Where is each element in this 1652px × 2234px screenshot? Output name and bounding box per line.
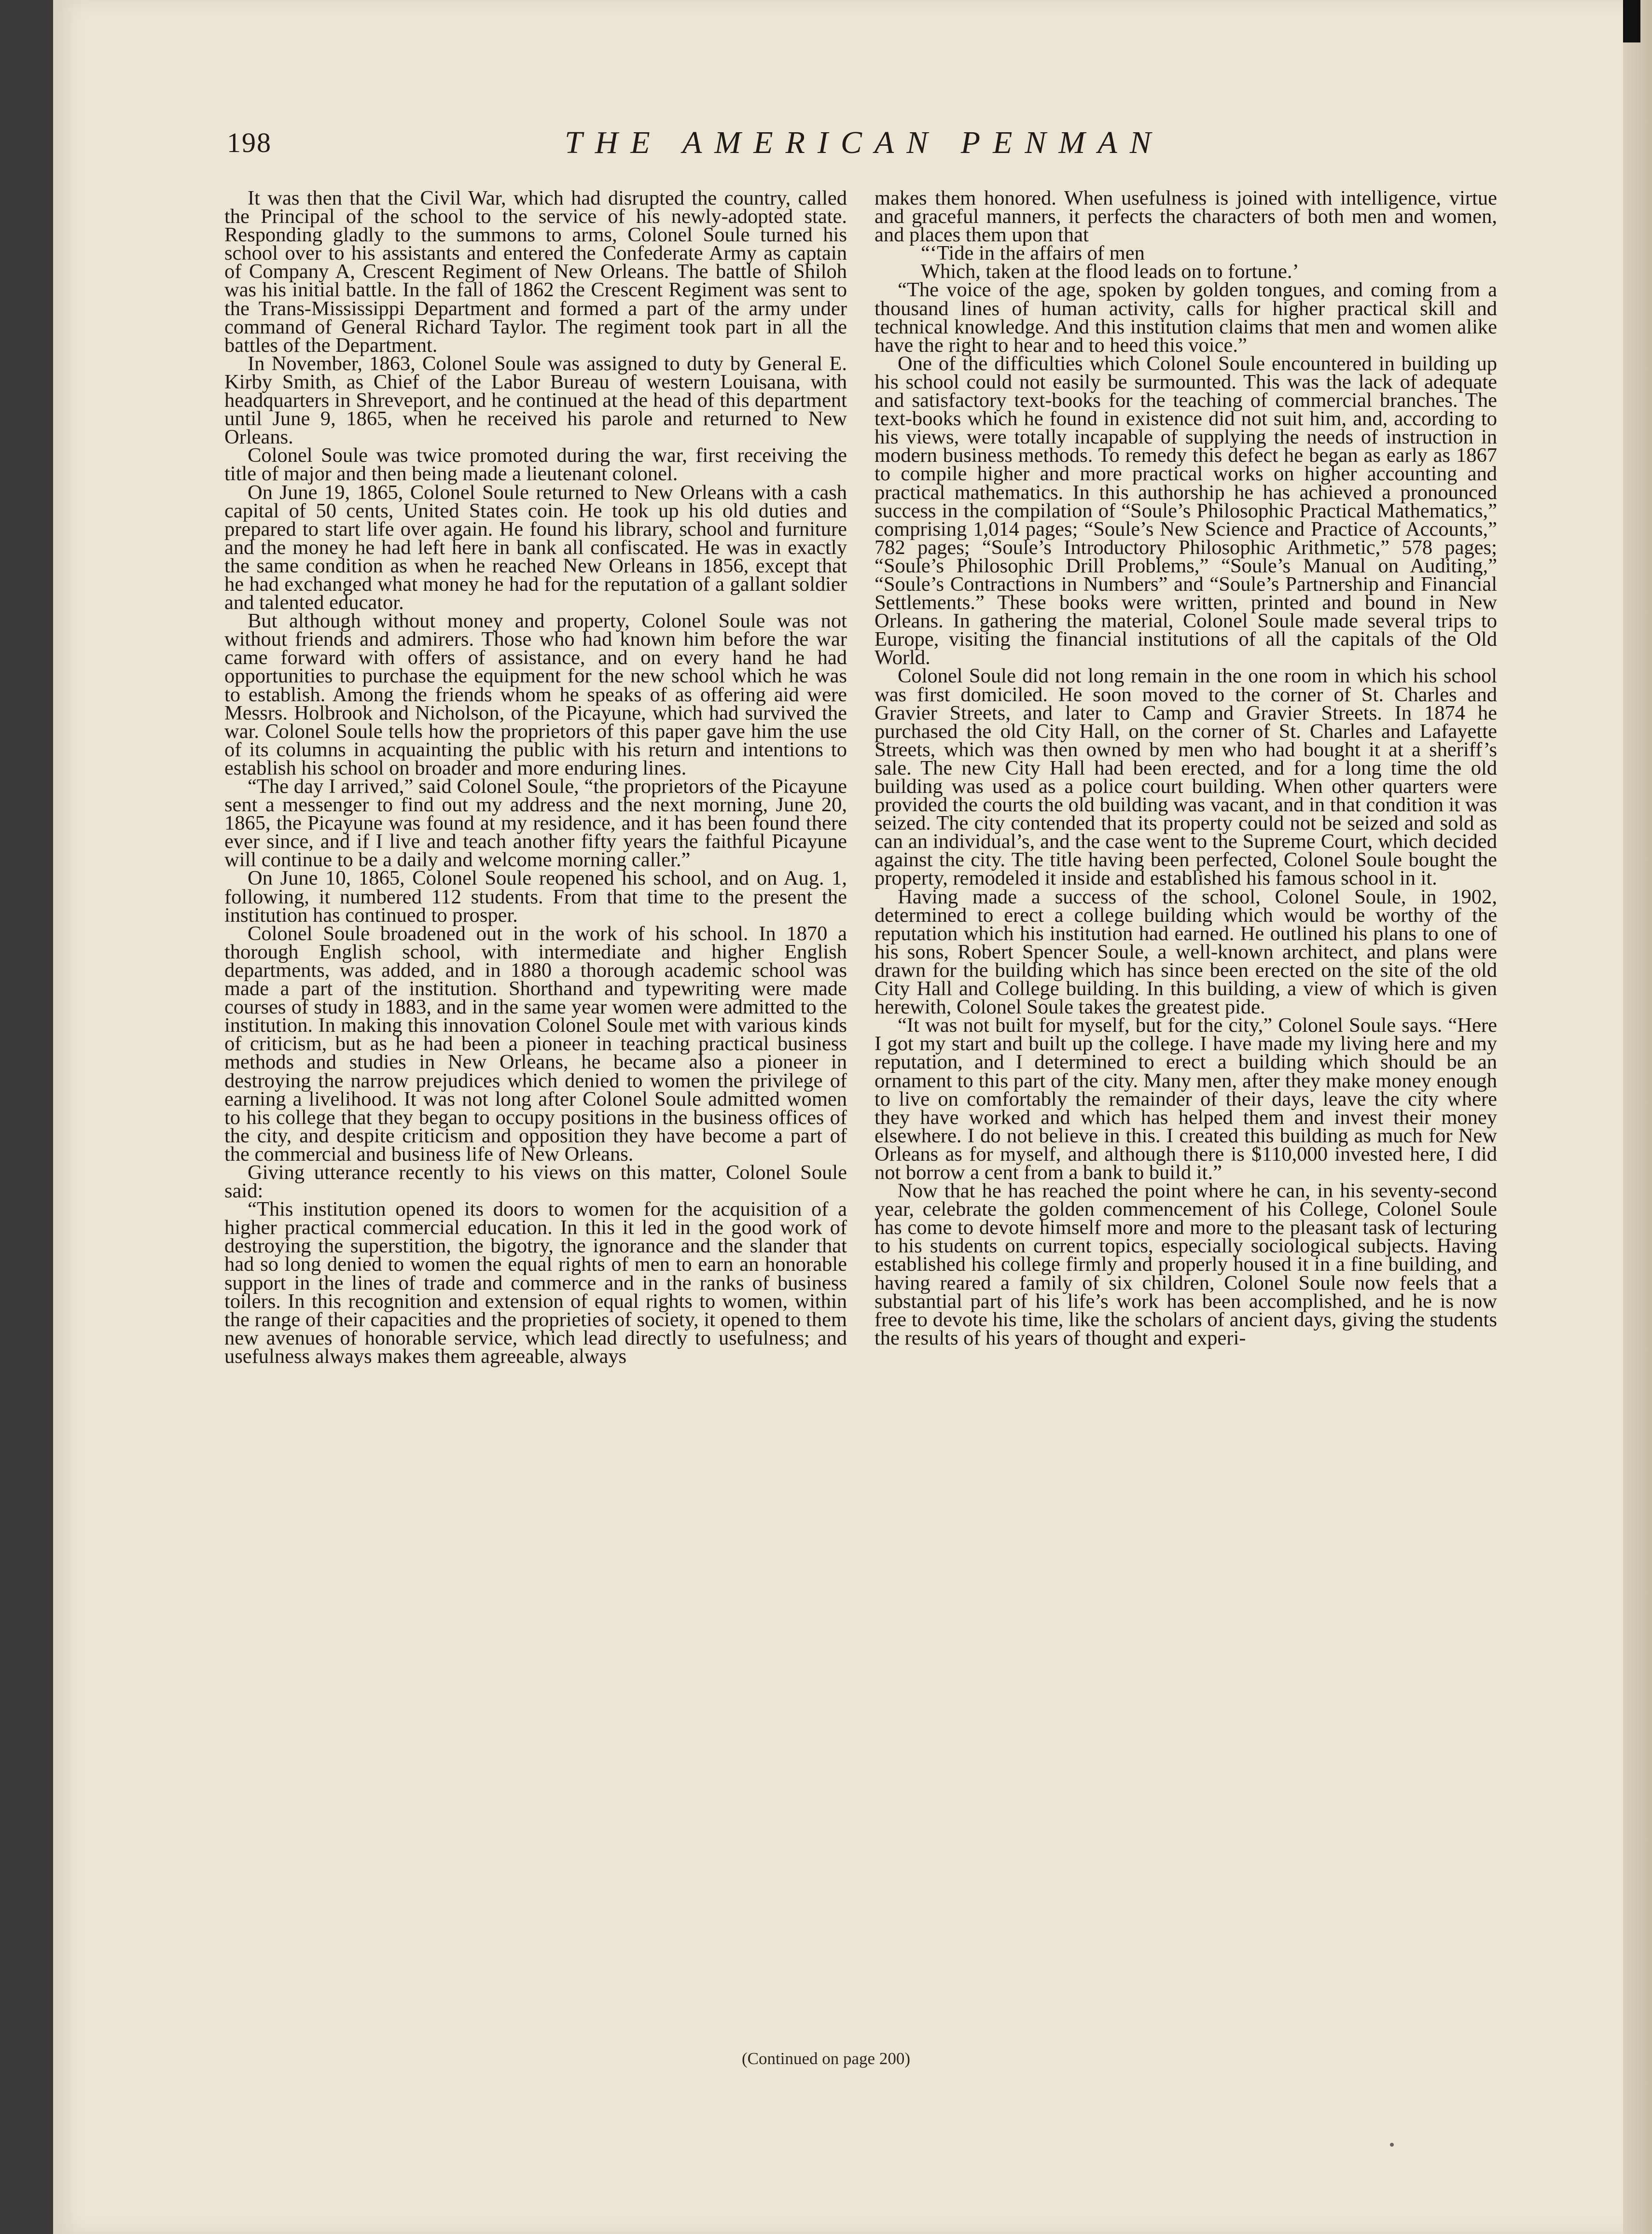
paragraph: “It was not built for myself, but for the city,” Colonel Soule says. “Here I got my start and built up the college. I have made my living here and my reputation, and I determined to erect a building which should be an ornament to this part of the city. Many men, after they make money enough to live on comfortably the remainder of their days, leave the city where they have worked and which has helped them and invest their money elsewhere. I do not believe in this. I created this building as much for New Orleans as for myself, and although there is $110,000 invested here, I did not borrow a cent from a bank to build it.”: [875, 1014, 1497, 1184]
verse-line: Which, taken at the flood leads on to fortune.’: [921, 260, 1299, 283]
paragraph: But although without money and property, Colonel Soule was not without friends and admirers. Those who had known him before the war came forward with offers of assistance, and on every hand he had opportunities to purchase the equipment for the new school which he was to establish. Among the friends whom he speaks of as offering aid were Messrs. Holbrook and Nicholson, of the Picayune, which had survived the war. Colonel Soule tells how the proprietors of this paper gave him the use of its columns in acquainting the public with his return and intentions to establish his school on broader and more enduring lines.: [224, 610, 847, 779]
paragraph: On June 10, 1865, Colonel Soule reopened his school, and on Aug. 1, following, it numbered 112 students. From that time to the present the institution has continued to prosper.: [224, 867, 847, 927]
paragraph: Colonel Soule did not long remain in the one room in which his school was first domiciled. He soon moved to the corner of St. Charles and Gravier Streets, and later to Camp and Gravier Streets. In 1874 he purchased the old City Hall, on the corner of St. Charles and Lafayette Streets, which was then owned by men who had bought it at a sheriff’s sale. The new City Hall had been erected, and for a long time the old building was used as a police court building. When other quarters were provided the courts the old building was vacant, and in that condition it was seized. The city contended that its property could not be seized and sold as can an individual’s, and the case went to the Supreme Court, which decided against the city. The title having been perfected, Colonel Soule bought the property, remodeled it inside and established his famous school in it.: [875, 665, 1497, 890]
paragraph: Colonel Soule was twice promoted during the war, first receiving the title of major and then being made a lieutenant colonel.: [224, 444, 847, 486]
paragraph: “The voice of the age, spoken by golden tongues, and coming from a thousand lines of human activity, calls for higher practical skill and technical knowledge. And this institution claims that men and women alike have the right to hear and to heed this voice.”: [875, 278, 1497, 357]
paragraph: Giving utterance recently to his views on this matter, Colonel Soule said:: [224, 1161, 847, 1203]
paragraph: “The day I arrived,” said Colonel Soule, “the proprietors of the Picayune sent a messenger to find out my address and the next morning, June 20, 1865, the Picayune was found at my residence, and it has been found there ever since, and if I live and teach another fifty years the faithful Picayune will continue to be a daily and welcome morning caller.”: [224, 775, 847, 872]
left-column: [224, 189, 847, 2047]
page-number: 198: [227, 127, 272, 158]
paragraph: “This institution opened its doors to women for the acquisition of a higher practical commercial education. In this it led in the good work of destroying the superstition, the bigotry, the ignorance and the slander that had so long denied to women the equal rights of men to earn an honorable support in the lines of trade and commerce and in the ranks of business toilers. In this recognition and extension of equal rights to women, within the range of their capacities and the proprieties of society, it opened to them new avenues of honorable service, which lead directly to usefulness; and usefulness always makes them agreeable, always: [224, 1198, 847, 1368]
running-title: THE AMERICAN PENMAN: [565, 125, 1164, 160]
paragraph: In November, 1863, Colonel Soule was assigned to duty by General E. Kirby Smith, as Chief of the Labor Bureau of western Louisana, with headquarters in Shreveport, and he continued at the head of this department until June 9, 1865, when he received his parole and returned to New Orleans.: [224, 352, 847, 449]
paragraph: Colonel Soule broadened out in the work of his school. In 1870 a thorough English school, with intermediate and higher English departments, was added, and in 1880 a thorough academic school was made a part of the institution. Shorthand and typewriting were made courses of study in 1883, and in the same year women were admitted to the institution. In making this innovation Colonel Soule met with various kinds of criticism, but as he had been a pioneer in teaching practical business methods and studies in New Orleans, he became also a pioneer in destroying the narrow prejudices which denied to women the privilege of earning a livelihood. It was not long after Colonel Soule admitted women to his college that they began to occupy positions in the business offices of the city, and despite criticism and opposition they have become a part of the commercial and business life of New Orleans.: [224, 922, 847, 1166]
paragraph: It was then that the Civil War, which had disrupted the country, called the Principal of the school to the service of his newly-adopted state. Responding gladly to the summons to arms, Colonel Soule turned his school over to his assistants and entered the Confederate Army as captain of Company A, Crescent Regiment of New Orleans. The battle of Shiloh was his initial battle. In the fall of 1862 the Crescent Regiment was sent to the Trans-Mississippi Department and formed a part of the army under command of General Richard Taylor. The regiment took part in all the battles of the Department.: [224, 189, 847, 357]
page-edge: [1623, 0, 1652, 2234]
scan-edge-mark: [1623, 0, 1640, 42]
continued-note: (Continued on page 200): [742, 2049, 910, 2068]
verse-line: “‘Tide in the affairs of men: [921, 242, 1145, 265]
page-header: [227, 126, 1462, 175]
paragraph: On June 19, 1865, Colonel Soule returned to New Orleans with a cash capital of 50 cents, United States coin. He took up his old duties and prepared to start life over again. He found his library, school and furniture and the money he had left here in bank all confiscated. He was in exactly the same condition as when he reached New Orleans in 1856, except that he had exchanged what money he had for the reputation of a gallant soldier and talented educator.: [224, 481, 847, 614]
paragraph: One of the difficulties which Colonel Soule encountered in building up his school could not easily be surmounted. This was the lack of adequate and satisfactory text-books for the teaching of commercial branches. The text-books which he found in existence did not suit him, and, according to his views, were totally incapable of supplying the needs of instruction in modern business methods. To remedy this defect he began as early as 1867 to compile higher and more practical works on higher accounting and practical mathematics. In this authorship he has achieved a pronounced success in the compilation of “Soule’s Philosophic Practical Mathematics,” comprising 1,014 pages; “Soule’s New Science and Practice of Accounts,” 782 pages; “Soule’s Introductory Philosophic Arithmetic,” 578 pages; “Soule’s Philosophic Drill Problems,” “Soule’s Manual on Auditing,” “Soule’s Contractions in Numbers” and “Soule’s Partnership and Financial Settlements.” These books were written, printed and bound in New Orleans. In gathering the material, Colonel Soule made several trips to Europe, visiting the financial institutions of all the capitals of the Old World.: [875, 352, 1497, 669]
paper-speck: [1390, 2143, 1394, 2147]
right-column: [875, 189, 1497, 2047]
paragraph: Now that he has reached the point where he can, in his seventy-second year, celebrate the golden commencement of his College, Colonel Soule has come to devote himself more and more to the pleasant task of lecturing to his students on current topics, especially sociological subjects. Having established his college firmly and properly housed it in a fine building, and having reared a family of six children, Colonel Soule now feels that a substantial part of his life’s work has been accomplished, and he is now free to devote his time, like the scholars of ancient days, giving the students the results of his years of thought and experi-: [875, 1179, 1497, 1349]
paragraph: Having made a success of the school, Colonel Soule, in 1902, determined to erect a college building which would be worthy of the reputation which his institution had earned. He outlined his plans to one of his sons, Robert Spencer Soule, a well-known architect, and plans were drawn for the building which has since been erected on the site of the old City Hall and College building. In this building, a view of which is given herewith, Colonel Soule takes the greatest pide.: [875, 885, 1497, 1019]
paragraph: makes them honored. When usefulness is joined with intelligence, virtue and graceful manners, it perfects the characters of both men and women, and places them upon that: [875, 189, 1497, 247]
